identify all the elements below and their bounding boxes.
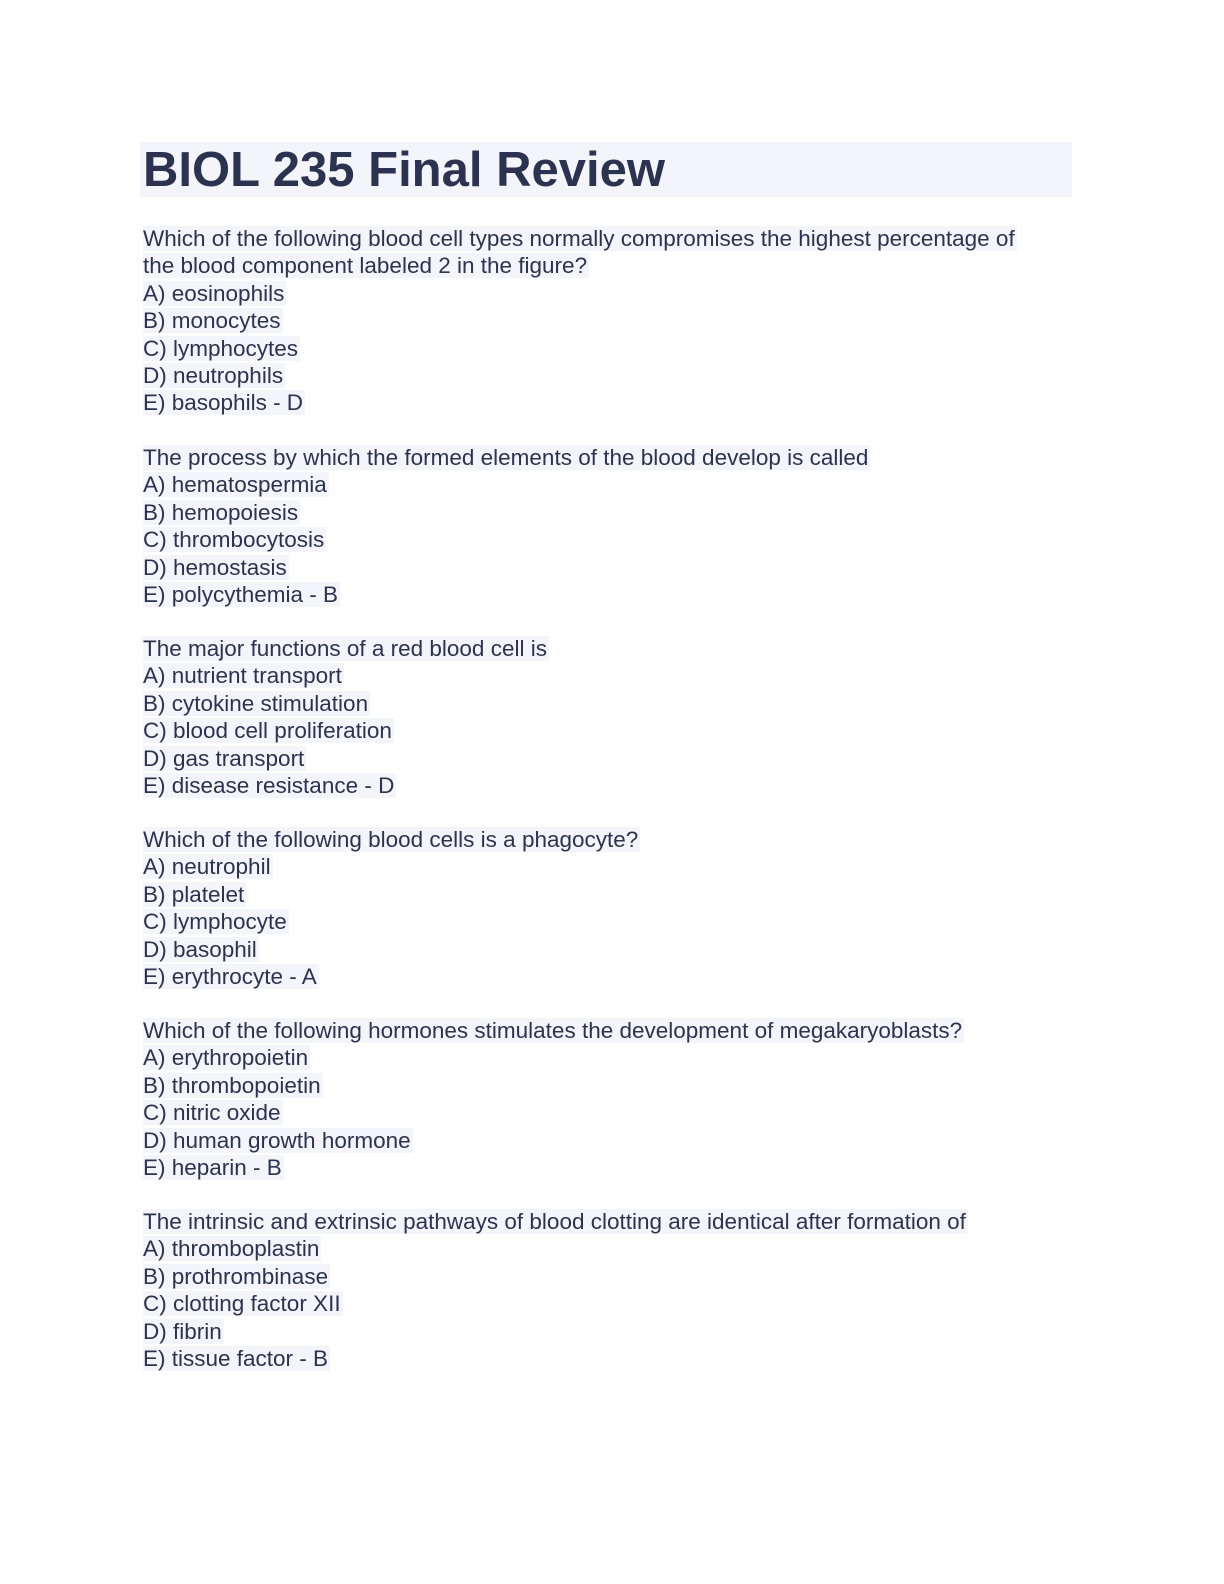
answer-option: D) fibrin xyxy=(143,1318,222,1344)
answer-option: B) platelet xyxy=(143,881,245,907)
answer-option: B) monocytes xyxy=(143,308,281,334)
answer-option: E) polycythemia - B xyxy=(143,582,339,608)
question-prompt-line: The process by which the formed elements of the blood develop is called xyxy=(143,445,869,470)
answer-option: C) lymphocytes xyxy=(143,335,299,361)
answer-option: A) nutrient transport xyxy=(143,663,342,689)
answer-option: E) tissue factor - B xyxy=(143,1346,329,1372)
answer-option: A) hematospermia xyxy=(143,472,327,498)
answer-option: D) gas transport xyxy=(143,745,305,771)
question-prompt-line: Which of the following blood cells is a phagocyte? xyxy=(143,827,639,852)
answer-option: B) cytokine stimulation xyxy=(143,690,369,716)
page-title: BIOL 235 Final Review xyxy=(143,143,665,197)
question-prompt-line: The intrinsic and extrinsic pathways of blood clotting are identical after formation of xyxy=(143,1209,966,1234)
answer-option: C) thrombocytosis xyxy=(143,527,325,553)
answer-option: E) basophils - D xyxy=(143,390,304,416)
answer-option: D) neutrophils xyxy=(143,363,284,389)
answer-option: E) erythrocyte - A xyxy=(143,964,317,990)
answer-option: D) human growth hormone xyxy=(143,1127,411,1153)
question-1 xyxy=(143,225,1083,417)
answer-option: C) lymphocyte xyxy=(143,909,287,935)
answer-option: C) blood cell proliferation xyxy=(143,718,392,744)
question-prompt-line: Which of the following hormones stimulates the development of megakaryoblasts? xyxy=(143,1018,963,1043)
question-prompt-line: The major functions of a red blood cell is xyxy=(143,636,547,661)
answer-option: B) thrombopoietin xyxy=(143,1072,321,1098)
answer-option: C) nitric oxide xyxy=(143,1100,281,1126)
answer-option: D) basophil xyxy=(143,936,257,962)
question-prompt-line: Which of the following blood cell types normally compromises the highest percentage of xyxy=(143,226,1015,251)
answer-option: C) clotting factor XII xyxy=(143,1291,341,1317)
answer-option: D) hemostasis xyxy=(143,554,287,580)
answer-option: E) heparin - B xyxy=(143,1155,282,1181)
answer-option: B) hemopoiesis xyxy=(143,499,299,525)
question-prompt-line: the blood component labeled 2 in the figure? xyxy=(143,253,588,279)
answer-option: E) disease resistance - D xyxy=(143,773,395,799)
question-3 xyxy=(143,635,1083,799)
question-5 xyxy=(143,1017,1083,1181)
answer-option: A) neutrophil xyxy=(143,854,271,880)
answer-option: A) eosinophils xyxy=(143,280,285,306)
answer-option: A) erythropoietin xyxy=(143,1045,309,1071)
question-2 xyxy=(143,444,1083,608)
answer-option: A) thromboplastin xyxy=(143,1236,320,1262)
answer-option: B) prothrombinase xyxy=(143,1263,329,1289)
question-4 xyxy=(143,826,1083,990)
question-6 xyxy=(143,1208,1083,1372)
